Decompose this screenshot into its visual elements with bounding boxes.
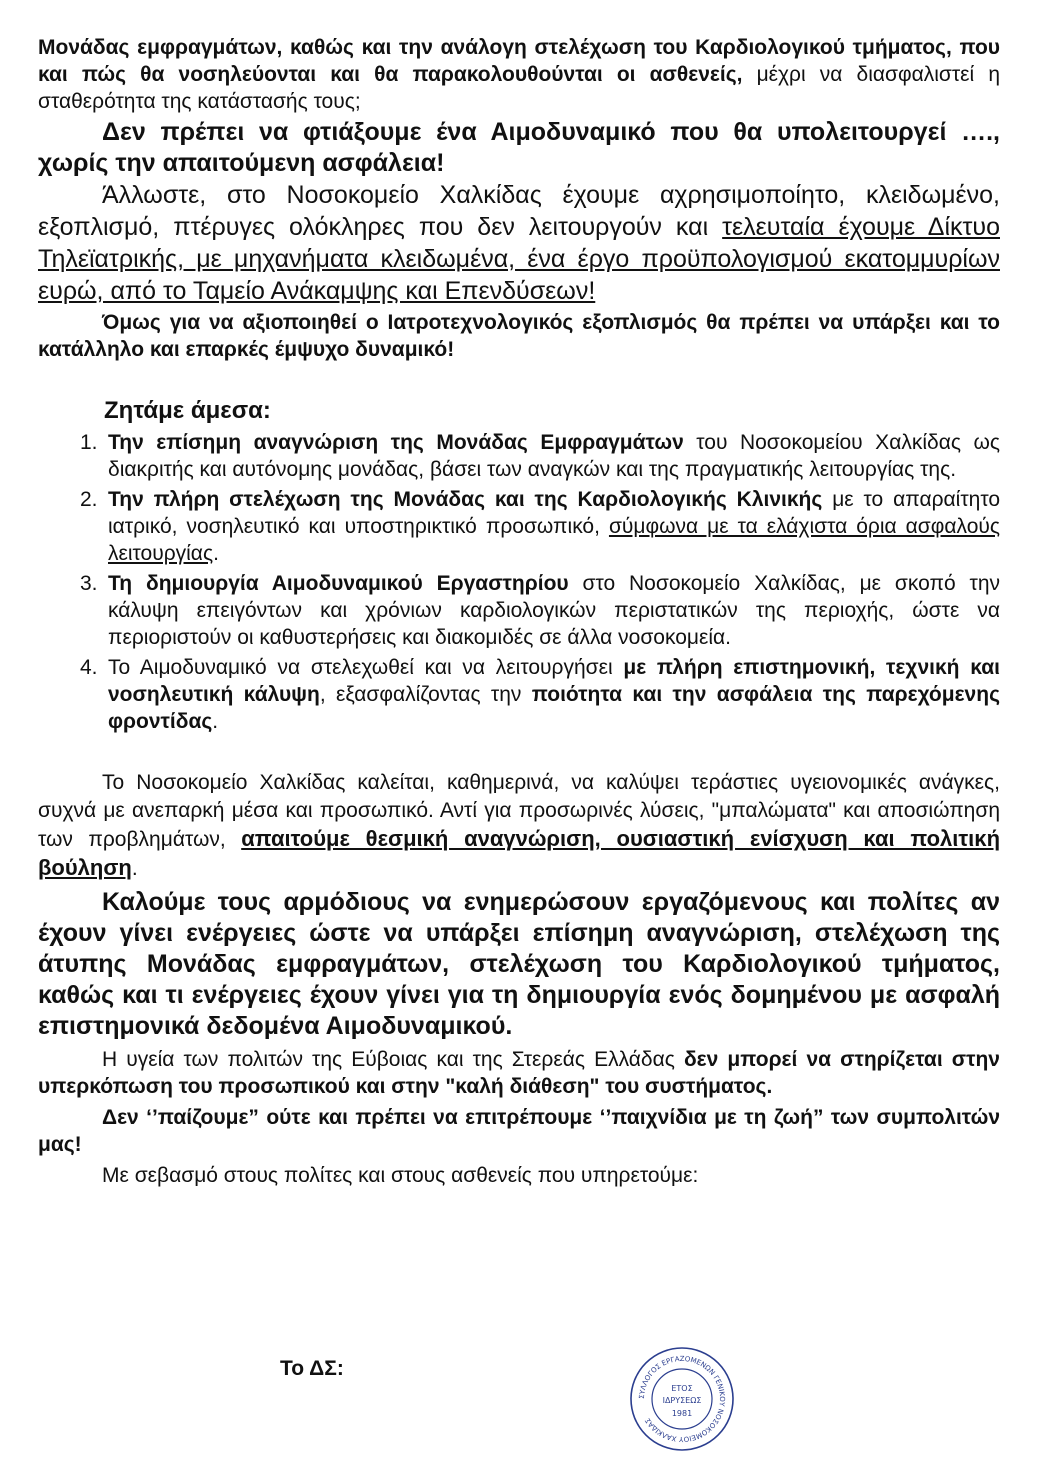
demand-end: . [213, 542, 219, 565]
health-plain: Η υγεία των πολιτών της Εύβοιας και της Στερεάς Ελλάδας [102, 1048, 684, 1071]
demand-item-4 [38, 654, 1000, 735]
equipment-plain: Άλλωστε, στο Νοσοκομείο Χαλκίδας έχουμε αχρησιμοποίητο, κλειδωμένο, εξοπλισμό, πτέρυγες ολόκληρες που δεν λειτουργούν και [38, 181, 1000, 241]
demand-number: 4. [80, 656, 98, 679]
paragraph-call-to-authorities: Καλούμε τους αρμόδιους να ενημερώσουν εργαζόμενους και πολίτες αν έχουν γίνει ενέργειες ώστε να υπάρξει επίσημη αναγνώριση, στελέχωση της άτυπης Μονάδας εμφραγμάτων, στελέχωση του Καρδιολογικού τμήματος, καθώς και τι ενέργειες έχουν γίνει για τη δημιουργία ενός δομημένου με ασφαλή επιστημονικά δεδομένα Αιμοδυναμικού. [38, 888, 1000, 1040]
signature-area [38, 1345, 1000, 1465]
demand-item-3 [38, 570, 1000, 651]
health-bold: δεν μπορεί να στηρίζεται στην υπερκόπωση του προσωπικού και στην "καλή διάθεση" του συστήματος. [38, 1048, 1000, 1098]
demand-text: Το Αιμοδυναμικό να στελεχωθεί και να λειτουργήσει [108, 656, 624, 679]
paragraph-health [38, 1046, 1000, 1100]
paragraph-not-playing: Δεν ‘’παίζουμε” ούτε και πρέπει να επιτρέπουμε ‘’παιχνίδια με τη ζωή” των συμπολιτών μας! [38, 1106, 1000, 1156]
document-page [38, 34, 1000, 1189]
demand-bold-2: ποιότητα και την ασφάλεια της παρεχόμενης φροντίδας [108, 683, 1000, 733]
demands-list [38, 429, 1000, 735]
association-stamp [628, 1345, 736, 1453]
intro-rest: μέχρι να διασφαλιστεί η σταθερότητα της κατάστασής τους; [38, 63, 1000, 113]
demand-text: με το απαραίτητο ιατρικό, νοσηλευτικό και υποστηρικτικό προσωπικό, [108, 488, 1001, 538]
paragraph-respect: Με σεβασμό στους πολίτες και στους ασθενείς που υπηρετούμε: [102, 1164, 699, 1187]
equipment-underlined: τελευταία έχουμε Δίκτυο Τηλεϊατρικής, με μηχανήματα κλειδωμένα, ένα έργο προϋπολογισμού εκατομμυρίων ευρώ, από το Ταμείο Ανάκαμψης και Επενδύσεων! [38, 213, 1000, 305]
stamp-line1: ΕΤΟΣ [671, 1384, 693, 1393]
paragraph-warning: Δεν πρέπει να φτιάξουμε ένα Αιμοδυναμικό που θα υπολειτουργεί …., χωρίς την απαιτούμενη ασφάλεια! [38, 118, 1000, 177]
demand-text: στο Νοσοκομείο Χαλκίδας, με σκοπό την κάλυψη επειγόντων και χρόνιων καρδιολογικών περιστατικών της περιοχής, ώστε να περιοριστούν οι καθυστερήσεις και διακομιδές σε άλλα νοσοκομεία. [108, 572, 1000, 649]
needs-bold-underlined: απαιτούμε θεσμική αναγνώριση, ουσιαστική ενίσχυση και πολιτική βούληση [38, 826, 1001, 880]
demand-number: 2. [80, 488, 98, 511]
demand-bold: με πλήρη επιστημονική, τεχνική και νοσηλευτική κάλυψη [108, 656, 1000, 706]
demand-item-1 [38, 429, 1000, 483]
demand-item-2 [38, 486, 1000, 567]
demand-bold: Την επίσημη αναγνώριση της Μονάδας Εμφραγμάτων [108, 431, 684, 454]
demand-bold: Τη δημιουργία Αιμοδυναμικού Εργαστηρίου [108, 572, 569, 595]
demand-end: . [212, 710, 219, 733]
paragraph-intro [38, 34, 1000, 115]
demands-heading: Ζητάμε άμεσα: [104, 397, 271, 424]
demand-bold: Την πλήρη στελέχωση της Μονάδας και της Καρδιολογικής Κλινικής [108, 488, 823, 511]
demand-text-mid: , εξασφαλίζοντας την [319, 683, 532, 706]
signature-label: Το ΔΣ: [280, 1357, 344, 1380]
stamp-line3: 1981 [671, 1409, 693, 1418]
needs-plain: Το Νοσοκομείο Χαλκίδας καλείται, καθημερινά, να καλύψει τεράστιες υγειονομικές ανάγκες, συχνά με ανεπαρκή μέσα και προσωπικό. Αντί για προσωρινές λύσεις, "μπαλώματα" και αποσιώπηση των προβλημάτων, [38, 771, 1000, 851]
demand-number: 1. [80, 431, 98, 454]
paragraph-staff-need: Όμως για να αξιοποιηθεί ο Ιατροτεχνολογικός εξοπλισμός θα πρέπει να υπάρξει και το κατάλληλο και επαρκές έμψυχο δυναμικό! [38, 311, 1000, 361]
demand-underlined: σύμφωνα με τα ελάχιστα όρια ασφαλούς λειτουργίας [108, 515, 1000, 565]
needs-end: . [131, 857, 138, 880]
intro-bold: Μονάδας εμφραγμάτων, καθώς και την ανάλογη στελέχωση του Καρδιολογικού τμήματος, που και πώς θα νοσηλεύονται και θα παρακολουθούνται οι ασθενείς, [38, 36, 1000, 86]
demand-text: του Νοσοκομείου Χαλκίδας ως διακριτής και αυτόνομης μονάδας, βάσει των αναγκών και της πραγματικής λειτουργίας της. [108, 431, 1000, 481]
paragraph-hospital-needs [38, 769, 1000, 883]
stamp-ring-text: ΣΥΛΛΟΓΟΣ ΕΡΓΑΖΟΜΕΝΩΝ ΓΕΝΙΚΟΥ ΝΟΣΟΚΟΜΕΙΟΥ ΧΑΛΚΙΔΑΣ [637, 1354, 727, 1444]
paragraph-equipment [38, 179, 1000, 307]
demand-number: 3. [80, 572, 98, 595]
stamp-line2: ΙΔΡΥΣΕΩΣ [662, 1396, 702, 1405]
